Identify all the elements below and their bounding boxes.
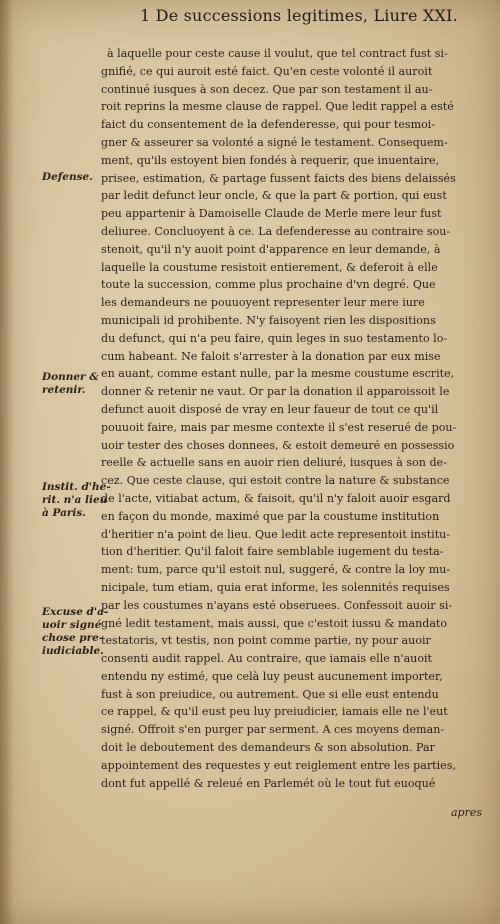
text-line: tion d'heritier. Qu'il faloit faire semblable iugement du testa- [101,545,444,559]
text-line: d'heritier n'a point de lieu. Que ledit acte representoit institu- [101,527,451,541]
text-line: ce rappel, & qu'il eust peu luy preiudicier, iamais elle ne l'eut [101,705,448,719]
text-line: gnifié, ce qui auroit esté faict. Qu'en ceste volonté il auroit [101,64,433,78]
text-line: doit le deboutement des demandeurs & son absolution. Par [101,741,435,755]
text-line: fust à son preiudice, ou autrement. Que si elle eust entendu [101,687,439,701]
text-line: laquelle la coustume resistoit entierement, & deferoit à elle [101,260,438,274]
text-line: du defunct, qui n'a peu faire, quin leges in suo testamento lo- [101,331,448,345]
margin-note-defense [42,171,104,184]
text-line: cez. Que ceste clause, qui estoit contre la nature & substance [101,474,450,488]
text-line: les demandeurs ne pouuoyent representer leur mere iure [101,296,425,310]
gutter-shadow [0,0,14,924]
text-line: par les coustumes n'ayans esté obseruees. Confessoit auoir si- [101,598,453,612]
margin-note-line: Excuse d'a- [42,606,109,618]
text-line: cum habeant. Ne faloit s'arrester à la donation par eux mise [101,349,441,363]
margin-note-instit [42,481,111,520]
margin-note-line: uoir signé [42,619,102,631]
text-line: continué iusques à son decez. Que par son testament il au- [101,82,433,96]
text-line: testatoris, vt testis, non point comme partie, ny pour auoir [101,634,431,648]
text-line: en auant, comme estant nulle, par la mesme coustume escrite, [101,367,455,381]
text-line: par ledit defunct leur oncle, & que la part & portion, qui eust [101,189,447,203]
body-text [101,45,491,792]
margin-note-line: retenir. [42,384,86,396]
margin-note-line: chose pre- [42,632,104,644]
text-line: faict du consentement de la defenderesse, qui pour tesmoi- [101,118,436,132]
running-header: 1 De successions legitimes, Liure XXI. [140,6,458,25]
text-line: donner & retenir ne vaut. Or par la donation il apparoissoit le [101,385,450,399]
margin-note-donner [42,371,104,397]
text-line: en façon du monde, maximé que par la coustume institution [101,509,440,523]
text-line: toute la succession, comme plus prochaine d'vn degré. Que [101,278,436,292]
margin-note-line: iudiciable. [42,645,104,657]
margin-note-line: à Paris. [42,507,86,519]
text-line: ment, qu'ils estoyent bien fondés à requerir, que inuentaire, [101,153,440,167]
text-line: signé. Offroit s'en purger par serment. A ces moyens deman- [101,723,445,737]
text-line: nicipale, tum etiam, quia erat informe, les solennités requises [101,580,450,594]
text-line: entendu ny estimé, que celà luy peust aucunement importer, [101,669,443,683]
text-line: prisee, estimation, & partage fussent faicts des biens delaissés [101,171,456,185]
catchword: apres [450,806,482,819]
margin-note-line: Instit. d'he- [42,481,111,493]
text-line: ment: tum, parce qu'il estoit nul, suggeré, & contre la loy mu- [101,563,451,577]
text-line: appointement des requestes y eut reiglement entre les parties, [101,758,456,772]
text-line: gné ledit testament, mais aussi, que c'estoit iussu & mandato [101,616,448,630]
margin-note-line: Defense. [42,171,93,183]
text-line: municipali id prohibente. N'y faisoyent rien les dispositions [101,313,436,327]
text-line: reelle & actuelle sans en auoir rien deliuré, iusques à son de- [101,456,447,470]
text-line: dont fut appellé & releué en Parlemét où le tout fut euoqué [101,776,436,790]
text-line: peu appartenir à Damoiselle Claude de Merle mere leur fust [101,207,442,221]
margin-note-line: Donner & [42,371,99,383]
text-line: stenoit, qu'il n'y auoit point d'apparence en leur demande, à [101,242,441,256]
text-line: de l'acte, vitiabat actum, & faisoit, qu'il n'y faloit auoir esgard [101,491,451,505]
text-line: gner & asseurer sa volonté a signé le testament. Consequem- [101,135,448,149]
text-line: consenti audit rappel. Au contraire, que iamais elle n'auoit [101,652,433,666]
text-line: roit reprins la mesme clause de rappel. Que ledit rappel a esté [101,100,454,114]
text-line: uoir tester des choses donnees, & estoit demeuré en possessio [101,438,455,452]
margin-note-excuse [42,606,109,658]
text-line: à laquelle pour ceste cause il voulut, que tel contract fust si- [107,47,448,60]
text-line: deliuree. Concluoyent à ce. La defenderesse au contraire sou- [101,224,451,238]
text-line: defunct auoit disposé de vray en leur faueur de tout ce qu'il [101,402,439,416]
margin-note-line: rit. n'a lieu [42,494,108,506]
text-line: pouuoit faire, mais par mesme contexte il s'est reserué de pou- [101,420,457,434]
